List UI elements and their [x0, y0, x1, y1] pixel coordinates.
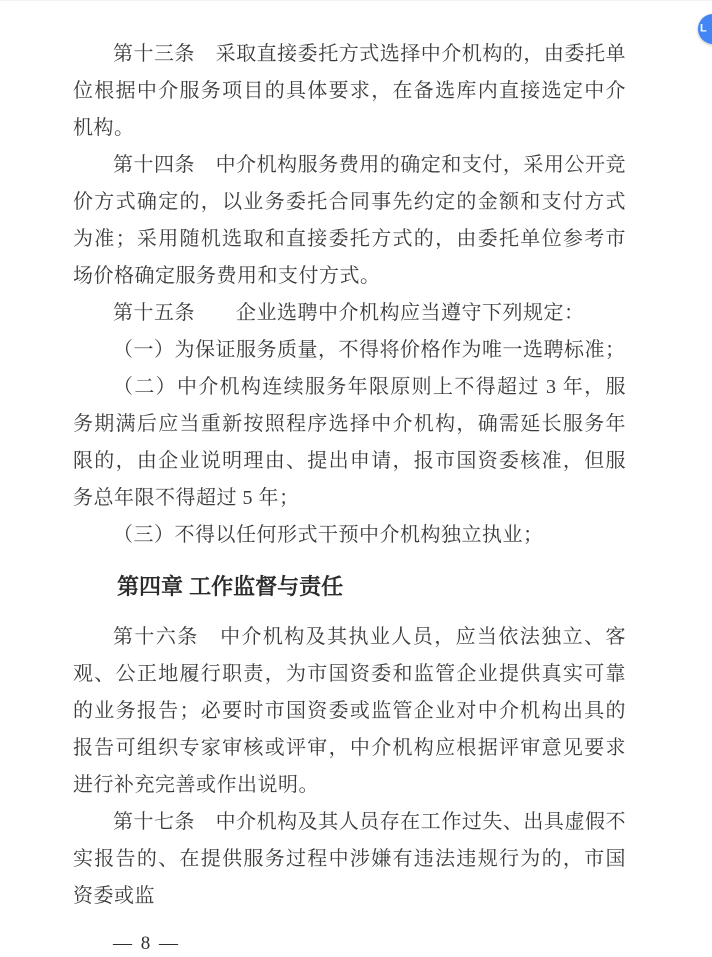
clause-item-1: （一）为保证服务质量，不得将价格作为唯一选聘标准；	[113, 339, 626, 361]
floating-extension-button-label: L	[700, 22, 707, 35]
clause-item-2: （二）中介机构连续服务年限原则上不得超过 3 年，服务期满后应当重新按照程序选择中介机构，确需延长服务年限的，由企业说明理由、提出申请，报市国资委核准，但服务总年限不得超过 5 年；	[73, 376, 626, 509]
chapter-heading: 第四章 工作监督与责任	[117, 574, 344, 599]
paragraph-article-16: 第十六条 中介机构及其执业人员，应当依法独立、客观、公正地履行职责，为市国资委和监管企业提供真实可靠的业务报告；必要时市国资委或监管企业对中介机构出具的报告可组织专家审核或评审，中介机构应根据评审意见要求进行补充完善或作出说明。	[73, 626, 626, 796]
paragraph-article-13: 第十三条 采取直接委托方式选择中介机构的，由委托单位根据中介服务项目的具体要求，在备选库内直接选定中介机构。	[73, 43, 626, 139]
paragraph-article-15: 第十五条 企业选聘中介机构应当遵守下列规定：	[113, 302, 585, 324]
page-number: — 8 —	[113, 933, 180, 954]
clause-item-3: （三）不得以任何形式干预中介机构独立执业；	[113, 524, 544, 546]
paragraph-article-17: 第十七条 中介机构及其人员存在工作过失、出具虚假不实报告的、在提供服务过程中涉嫌有违法违规行为的，市国资委或监	[73, 811, 626, 907]
paragraph-article-14: 第十四条 中介机构服务费用的确定和支付，采用公开竞价方式确定的，以业务委托合同事先约定的金额和支付方式为准；采用随机选取和直接委托方式的，由委托单位参考市场价格确定服务费用和支付方式。	[73, 154, 626, 287]
document-body	[0, 1, 712, 957]
